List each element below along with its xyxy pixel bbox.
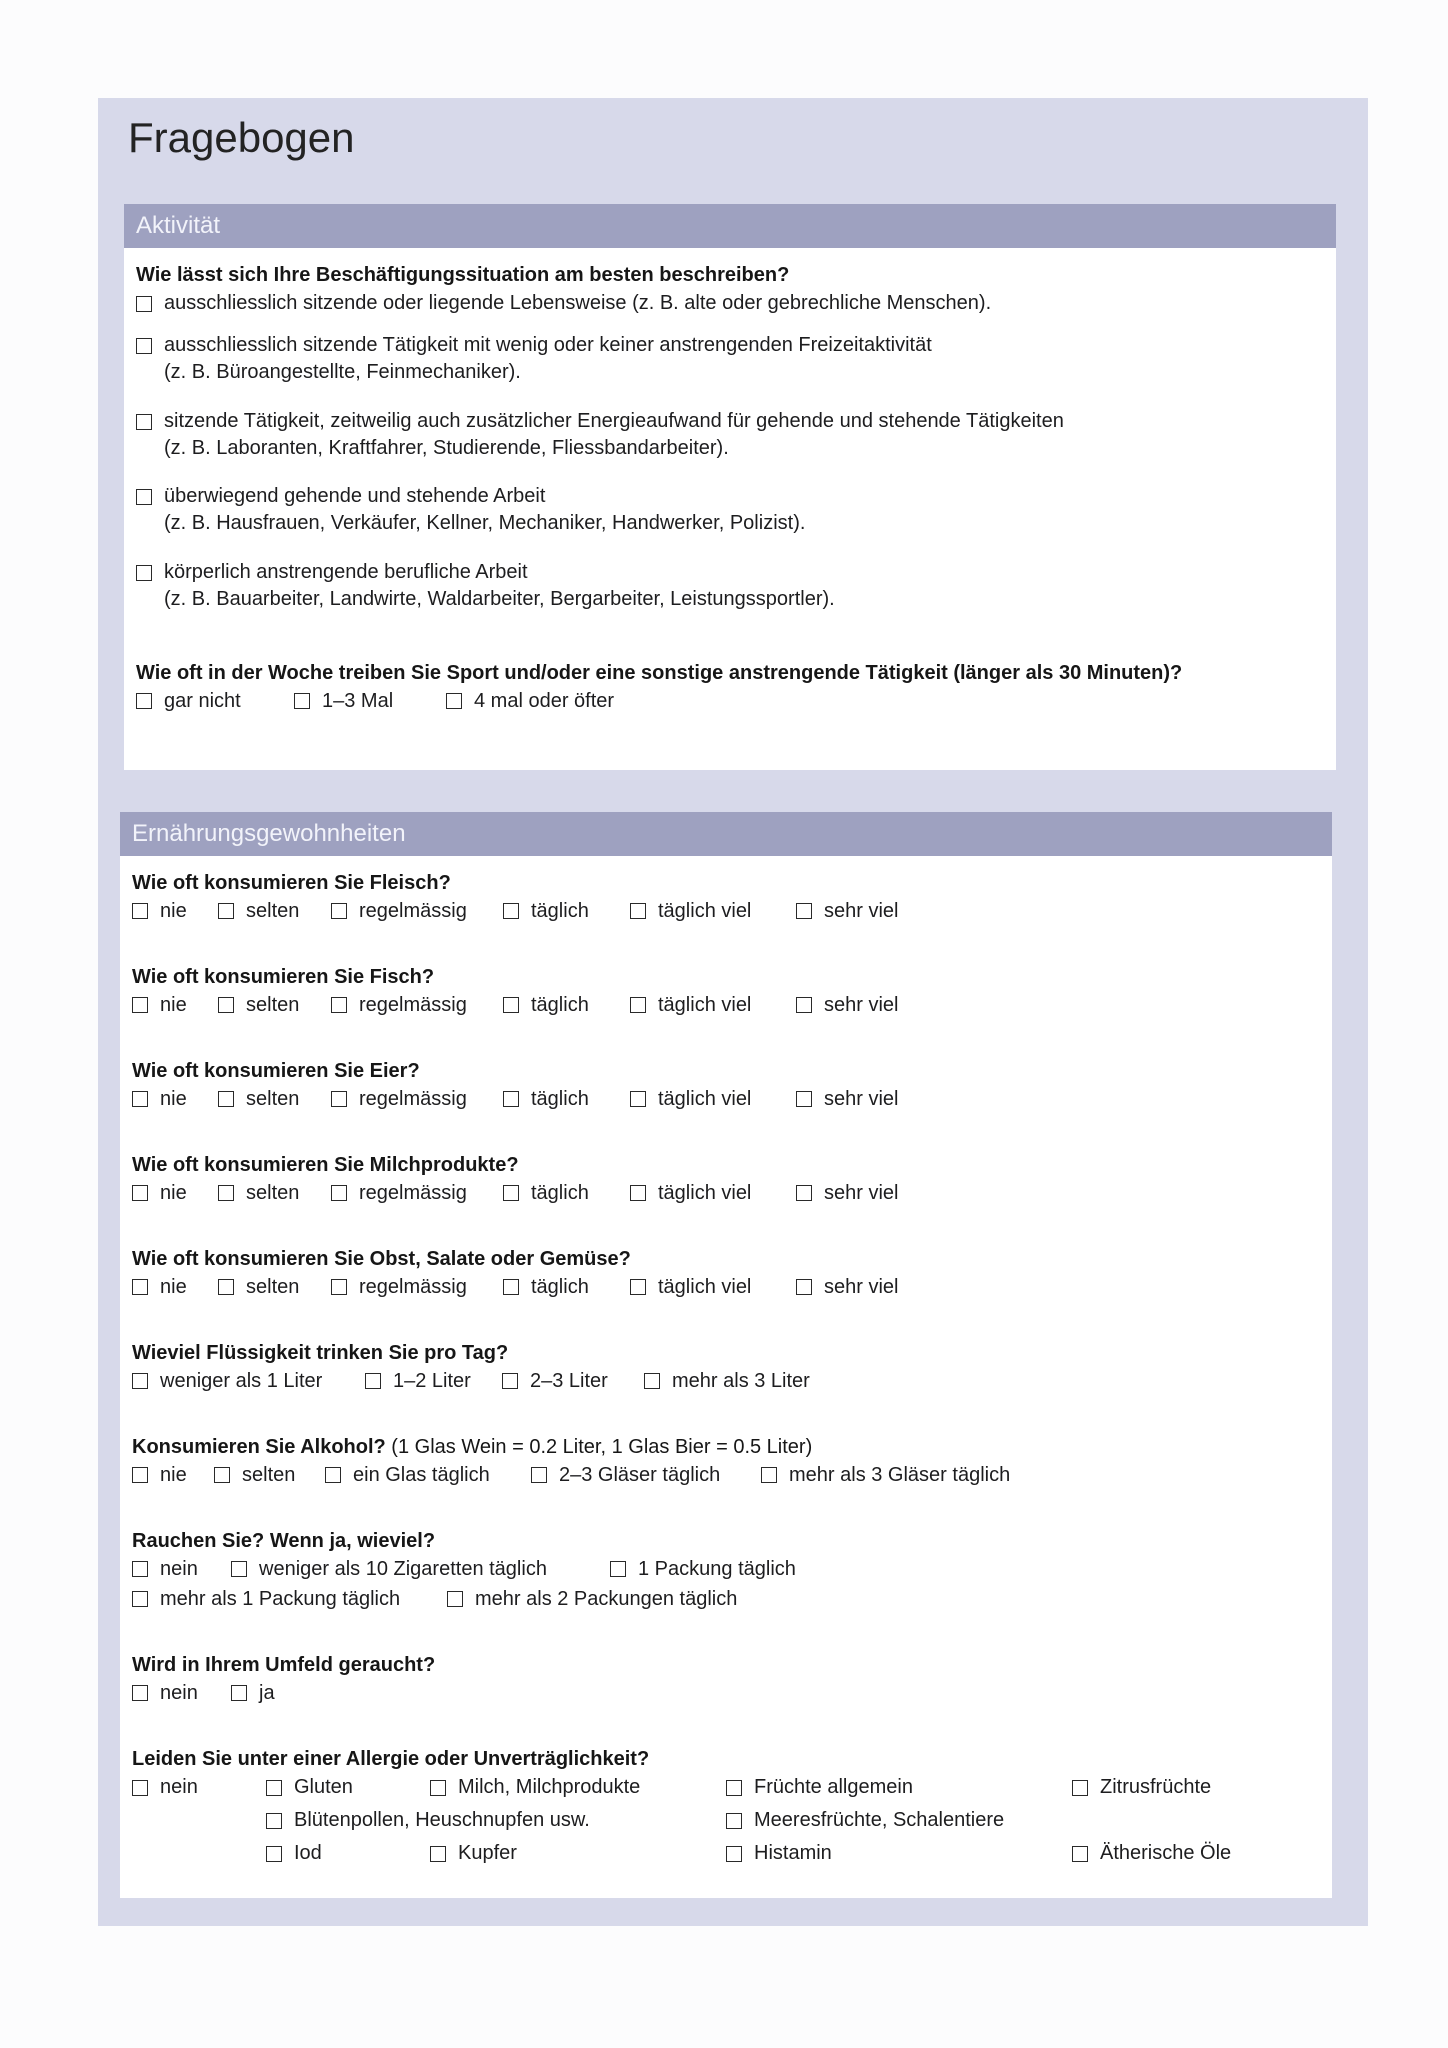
option-selten[interactable]: selten — [214, 1464, 325, 1487]
option-sehr-viel[interactable]: sehr viel — [796, 994, 898, 1017]
option-sitting-occasional[interactable]: sitzende Tätigkeit, zeitweilig auch zusätzlicher Energieaufwand für gehende und stehende Tätigkeiten (z. B. Laboranten, Kraftfahrer, Studierende, Fliessbandarbeiter). — [136, 408, 1064, 462]
option-walking-standing[interactable]: überwiegend gehende und stehende Arbeit (z. B. Hausfrauen, Verkäufer, Kellner, Mechaniker, Handwerker, Polizist). — [136, 483, 1064, 537]
option-sitting-lying[interactable]: ausschliesslich sitzende oder liegende Lebensweise (z. B. alte oder gebrechliche Menschen). — [136, 290, 1064, 317]
checkbox[interactable] — [266, 1813, 282, 1829]
option-nie[interactable]: nie — [132, 1464, 214, 1487]
question-label: Wie oft konsumieren Sie Eier? — [132, 1060, 420, 1082]
checkbox[interactable] — [325, 1467, 341, 1483]
checkbox[interactable] — [630, 903, 646, 919]
question-rauchen — [132, 1528, 796, 1614]
checkbox[interactable] — [132, 1279, 148, 1295]
option-taeglich[interactable]: täglich — [503, 994, 630, 1017]
frequency-options — [132, 896, 898, 926]
option-taeglich-viel[interactable]: täglich viel — [630, 1088, 796, 1111]
question-note: (1 Glas Wein = 0.2 Liter, 1 Glas Bier = 0.5 Liter) — [385, 1436, 813, 1458]
option-taeglich-viel[interactable]: täglich viel — [630, 1182, 796, 1205]
rauchen-options-row-2 — [132, 1584, 796, 1614]
checkbox[interactable] — [365, 1373, 381, 1389]
option-kupfer[interactable]: Kupfer — [430, 1842, 517, 1865]
checkbox[interactable] — [430, 1846, 446, 1862]
question-label: Konsumieren Sie Alkohol? (1 Glas Wein = 0.2 Liter, 1 Glas Bier = 0.5 Liter) — [132, 1436, 813, 1458]
option-selten[interactable]: selten — [218, 1182, 331, 1205]
frequency-options — [132, 990, 898, 1020]
fluessigkeit-options — [132, 1366, 810, 1396]
question-fluessigkeit — [132, 1340, 810, 1396]
question-label: Wird in Ihrem Umfeld geraucht? — [132, 1654, 436, 1676]
question-sport — [136, 660, 1182, 716]
option-nie[interactable]: nie — [132, 1182, 218, 1205]
question-fleisch — [132, 870, 898, 926]
checkbox[interactable] — [331, 1279, 347, 1295]
option-regelmaessig[interactable]: regelmässig — [331, 1088, 503, 1111]
checkbox[interactable] — [218, 997, 234, 1013]
question-label: Leiden Sie unter einer Allergie oder Unverträglichkeit? — [132, 1748, 650, 1770]
question-label: Wie oft konsumieren Sie Fleisch? — [132, 872, 451, 894]
checkbox[interactable] — [132, 1091, 148, 1107]
option-selten[interactable]: selten — [218, 1088, 331, 1111]
question-employment — [136, 262, 1064, 613]
option-gar-nicht[interactable]: gar nicht — [136, 690, 294, 713]
option-taeglich-viel[interactable]: täglich viel — [630, 1276, 796, 1299]
checkbox[interactable] — [218, 1091, 234, 1107]
checkbox[interactable] — [331, 997, 347, 1013]
checkbox[interactable] — [132, 1373, 148, 1389]
option-taeglich[interactable]: täglich — [503, 1276, 630, 1299]
option-nein[interactable]: nein — [132, 1682, 231, 1705]
option-regelmaessig[interactable]: regelmässig — [331, 900, 503, 923]
option-taeglich[interactable]: täglich — [503, 900, 630, 923]
checkbox[interactable] — [796, 997, 812, 1013]
option-sehr-viel[interactable]: sehr viel — [796, 1276, 898, 1299]
option-milch[interactable]: Milch, Milchprodukte — [430, 1776, 640, 1799]
section-aktivitaet — [124, 204, 1336, 770]
checkbox[interactable] — [630, 997, 646, 1013]
checkbox[interactable] — [132, 1780, 148, 1796]
checkbox[interactable] — [447, 1591, 463, 1607]
option-1-packung[interactable]: 1 Packung täglich — [610, 1558, 796, 1581]
option-selten[interactable]: selten — [218, 994, 331, 1017]
option-1-2-liter[interactable]: 1–2 Liter — [365, 1370, 502, 1393]
option-mehr-3-glaeser[interactable]: mehr als 3 Gläser täglich — [761, 1464, 1010, 1487]
option-2-3-liter[interactable]: 2–3 Liter — [502, 1370, 644, 1393]
option-mehr-1-packung[interactable]: mehr als 1 Packung täglich — [132, 1588, 447, 1611]
question-eier — [132, 1058, 898, 1114]
option-selten[interactable]: selten — [218, 900, 331, 923]
checkbox[interactable] — [132, 1591, 148, 1607]
checkbox[interactable] — [503, 1279, 519, 1295]
option-sehr-viel[interactable]: sehr viel — [796, 1182, 898, 1205]
option-regelmaessig[interactable]: regelmässig — [331, 994, 503, 1017]
question-milchprodukte — [132, 1152, 898, 1208]
question-allergie — [132, 1746, 1322, 1876]
checkbox[interactable] — [214, 1467, 230, 1483]
checkbox[interactable] — [726, 1813, 742, 1829]
checkbox[interactable] — [136, 414, 152, 430]
checkbox[interactable] — [132, 1685, 148, 1701]
option-taeglich-viel[interactable]: täglich viel — [630, 900, 796, 923]
question-obst — [132, 1246, 898, 1302]
option-nie[interactable]: nie — [132, 1276, 218, 1299]
option-sehr-viel[interactable]: sehr viel — [796, 1088, 898, 1111]
checkbox[interactable] — [331, 1185, 347, 1201]
option-zitrusfruechte[interactable]: Zitrusfrüchte — [1072, 1776, 1211, 1799]
checkbox[interactable] — [132, 997, 148, 1013]
option-selten[interactable]: selten — [218, 1276, 331, 1299]
checkbox[interactable] — [531, 1467, 547, 1483]
checkbox[interactable] — [266, 1846, 282, 1862]
checkbox[interactable] — [796, 1185, 812, 1201]
sport-options — [136, 686, 1182, 716]
option-sehr-viel[interactable]: sehr viel — [796, 900, 898, 923]
option-heavy-work[interactable]: körperlich anstrengende berufliche Arbeit (z. B. Bauarbeiter, Landwirte, Waldarbeiter, Bergarbeiter, Leistungssportler). — [136, 559, 1064, 613]
option-ja[interactable]: ja — [231, 1682, 275, 1705]
frequency-options — [132, 1272, 898, 1302]
option-aetherische-oele[interactable]: Ätherische Öle — [1072, 1842, 1231, 1865]
question-label: Wie lässt sich Ihre Beschäftigungssituation am besten beschreiben? — [136, 264, 790, 286]
checkbox[interactable] — [132, 1185, 148, 1201]
checkbox[interactable] — [132, 1467, 148, 1483]
question-label: Wie oft konsumieren Sie Milchprodukte? — [132, 1154, 519, 1176]
option-nein[interactable]: nein — [132, 1776, 198, 1799]
option-taeglich[interactable]: täglich — [503, 1182, 630, 1205]
checkbox[interactable] — [430, 1780, 446, 1796]
checkbox[interactable] — [446, 693, 462, 709]
question-label: Wie oft konsumieren Sie Fisch? — [132, 966, 435, 988]
checkbox[interactable] — [1072, 1846, 1088, 1862]
checkbox[interactable] — [132, 903, 148, 919]
checkbox[interactable] — [266, 1780, 282, 1796]
checkbox[interactable] — [644, 1373, 660, 1389]
checkbox[interactable] — [630, 1279, 646, 1295]
section-header-aktivitaet: Aktivität — [124, 204, 1336, 248]
checkbox[interactable] — [503, 903, 519, 919]
option-nie[interactable]: nie — [132, 900, 218, 923]
option-regelmaessig[interactable]: regelmässig — [331, 1182, 503, 1205]
checkbox[interactable] — [136, 565, 152, 581]
option-histamin[interactable]: Histamin — [726, 1842, 832, 1865]
section-ernaehrung — [120, 812, 1332, 1898]
checkbox[interactable] — [294, 693, 310, 709]
page-title: Fragebogen — [128, 114, 355, 161]
frequency-options — [132, 1084, 898, 1114]
checkbox[interactable] — [136, 693, 152, 709]
option-sitting-work[interactable]: ausschliesslich sitzende Tätigkeit mit wenig oder keiner anstrengenden Freizeitaktivität (z. B. Büroangestellte, Feinmechaniker). — [136, 332, 1064, 386]
question-label: Wieviel Flüssigkeit trinken Sie pro Tag? — [132, 1342, 509, 1364]
checkbox[interactable] — [726, 1780, 742, 1796]
checkbox[interactable] — [796, 1279, 812, 1295]
option-nie[interactable]: nie — [132, 1088, 218, 1111]
checkbox[interactable] — [231, 1685, 247, 1701]
question-umfeld — [132, 1652, 435, 1708]
umfeld-options — [132, 1678, 435, 1708]
checkbox[interactable] — [136, 489, 152, 505]
option-weniger-10-zigaretten[interactable]: weniger als 10 Zigaretten täglich — [231, 1558, 610, 1581]
checkbox[interactable] — [218, 1185, 234, 1201]
checkbox[interactable] — [761, 1467, 777, 1483]
option-iod[interactable]: Iod — [266, 1842, 322, 1865]
checkbox[interactable] — [726, 1846, 742, 1862]
option-nein[interactable]: nein — [132, 1558, 231, 1581]
option-taeglich[interactable]: täglich — [503, 1088, 630, 1111]
checkbox[interactable] — [218, 1279, 234, 1295]
checkbox[interactable] — [231, 1561, 247, 1577]
option-meeresfruechte[interactable]: Meeresfrüchte, Schalentiere — [726, 1809, 1004, 1832]
option-gluten[interactable]: Gluten — [266, 1776, 353, 1799]
option-nie[interactable]: nie — [132, 994, 218, 1017]
checkbox[interactable] — [503, 1091, 519, 1107]
option-taeglich-viel[interactable]: täglich viel — [630, 994, 796, 1017]
checkbox[interactable] — [610, 1561, 626, 1577]
questionnaire-sheet — [98, 98, 1368, 1926]
option-weniger-1-liter[interactable]: weniger als 1 Liter — [132, 1370, 365, 1393]
checkbox[interactable] — [630, 1185, 646, 1201]
checkbox[interactable] — [503, 1185, 519, 1201]
checkbox[interactable] — [331, 903, 347, 919]
alkohol-options — [132, 1460, 1010, 1490]
rauchen-options-row-1 — [132, 1554, 796, 1584]
checkbox[interactable] — [132, 1561, 148, 1577]
option-bluetenpollen[interactable]: Blütenpollen, Heuschnupfen usw. — [266, 1809, 590, 1832]
frequency-options — [132, 1178, 898, 1208]
checkbox[interactable] — [218, 903, 234, 919]
question-label: Wie oft in der Woche treiben Sie Sport und/oder eine sonstige anstrengende Tätigkeit (länger als 30 Minuten)? — [136, 662, 1183, 684]
checkbox[interactable] — [796, 903, 812, 919]
option-ein-glas[interactable]: ein Glas täglich — [325, 1464, 531, 1487]
question-alkohol — [132, 1434, 1010, 1490]
checkbox[interactable] — [1072, 1780, 1088, 1796]
checkbox[interactable] — [136, 296, 152, 312]
option-2-3-glaeser[interactable]: 2–3 Gläser täglich — [531, 1464, 761, 1487]
option-mehr-3-liter[interactable]: mehr als 3 Liter — [644, 1370, 810, 1393]
question-label: Wie oft konsumieren Sie Obst, Salate oder Gemüse? — [132, 1248, 631, 1270]
checkbox[interactable] — [502, 1373, 518, 1389]
question-label: Rauchen Sie? Wenn ja, wieviel? — [132, 1530, 436, 1552]
option-fruechte[interactable]: Früchte allgemein — [726, 1776, 913, 1799]
checkbox[interactable] — [630, 1091, 646, 1107]
option-regelmaessig[interactable]: regelmässig — [331, 1276, 503, 1299]
option-mehr-2-packungen[interactable]: mehr als 2 Packungen täglich — [447, 1588, 737, 1611]
question-fisch — [132, 964, 898, 1020]
option-1-3-mal[interactable]: 1–3 Mal — [294, 690, 446, 713]
section-header-ernaehrung: Ernährungsgewohnheiten — [120, 812, 1332, 856]
checkbox[interactable] — [136, 338, 152, 354]
checkbox[interactable] — [503, 997, 519, 1013]
checkbox[interactable] — [796, 1091, 812, 1107]
checkbox[interactable] — [331, 1091, 347, 1107]
option-4-mal[interactable]: 4 mal oder öfter — [446, 690, 614, 713]
